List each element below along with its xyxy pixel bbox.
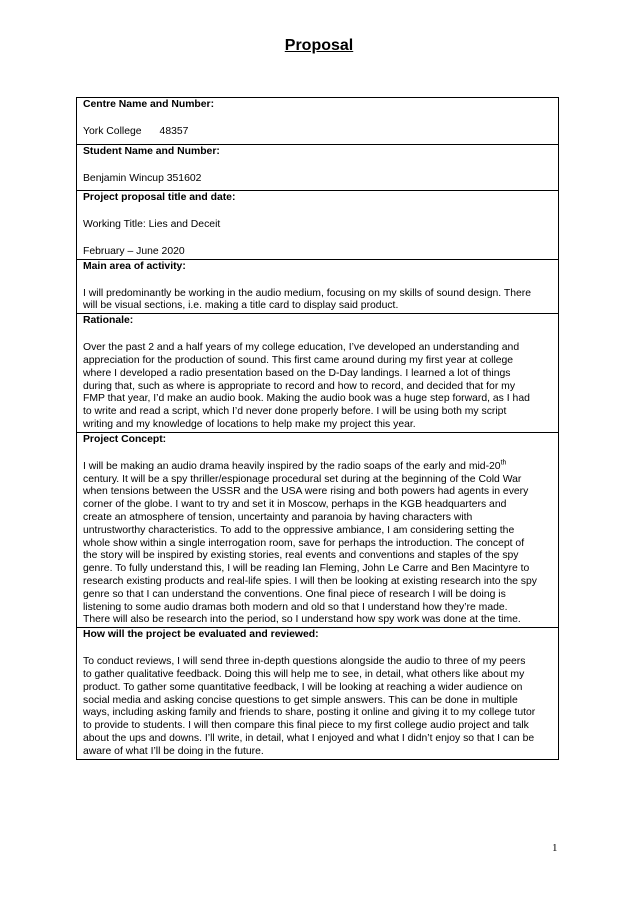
concept-first-line: I will be making an audio drama heavily inspired by the radio soaps of the early and mid-20 (83, 460, 501, 472)
rationale-heading: Rationale: (83, 315, 134, 327)
text-line: ways, including asking family and friends to share, posting it online and giving it to my college tutor (83, 707, 536, 719)
student-value: Benjamin Wincup 351602 (83, 173, 202, 184)
rationale-text (83, 342, 552, 432)
activity-cell (77, 259, 559, 314)
text-line: during that, such as where is appropriate to record and how to record, and decided that for my (83, 380, 516, 392)
centre-number: 48357 (159, 126, 189, 137)
activity-text (83, 288, 552, 314)
document-title: Proposal (284, 37, 354, 54)
text-line: century. It will be a spy thriller/espionage procedural set during at the beginning of the Cold War (83, 473, 522, 485)
text-line: whole show within a single interrogation room, save for perhaps the introduction. The concept of (83, 537, 525, 549)
concept-cell (77, 432, 559, 627)
text-line: untrustworthy characteristics. To add to the oppressive ambiance, I am considering setting the (83, 524, 515, 536)
evaluation-cell (77, 628, 559, 759)
project-title-section (77, 191, 559, 260)
activity-heading: Main area of activity: (83, 260, 186, 272)
text-line: research existing products and real-life spies. I will then be looking at existing research into the spy (83, 575, 537, 587)
project-title-heading: Project proposal title and date: (83, 192, 236, 203)
centre-section (77, 98, 559, 145)
text-line: appreciation for the production of sound. This first came around during my first year at college (83, 354, 514, 366)
rationale-section (77, 314, 559, 433)
text-line: There will also be research into the period, so I understand how spy work was done at the time. (83, 614, 521, 626)
student-cell (77, 145, 559, 191)
text-line: to write and read a script, which I’d never done properly before. I will be using both my script (83, 406, 507, 418)
text-line: Over the past 2 and a half years of my college education, I’ve developed an understanding and (83, 342, 520, 354)
centre-heading: Centre Name and Number: (83, 99, 215, 110)
text-line: where I developed a radio presentation based on the D-Day landings. I learned a lot of things (83, 367, 511, 379)
project-title-cell (77, 191, 559, 260)
proposal-table (76, 97, 559, 760)
project-dates: February – June 2020 (83, 245, 185, 257)
student-heading: Student Name and Number: (83, 146, 220, 157)
text-line: product. To gather some quantitative feedback, I will be looking at reaching a wider audience on (83, 681, 523, 693)
centre-name: York College (83, 126, 142, 137)
text-line: genre so that I can understand the conventions. One final piece of research I will be doing is (83, 588, 506, 600)
text-line: listening to some audio dramas both modern and old so that I understand how they’re made. (83, 601, 508, 613)
text-line: corner of the globe. I want to try and set it in Moscow, perhaps in the KGB headquarters and (83, 499, 507, 511)
student-section (77, 145, 559, 191)
rationale-cell (77, 314, 559, 433)
evaluation-section (77, 628, 559, 759)
text-line: when tensions between the USSR and the USA were rising and both powers had agents in every (83, 486, 529, 498)
page-number: 1 (552, 842, 558, 854)
activity-section (77, 259, 559, 314)
text-line: create an atmosphere of tension, uncertainty and paranoia by having characters with (83, 511, 473, 523)
working-title: Working Title: Lies and Deceit (83, 219, 221, 230)
centre-value (83, 126, 552, 139)
text-line: FMP that year, I’d make an audio book. Making the audio book was a huge step forward, as I had (83, 393, 530, 405)
text-line: to gather qualitative feedback. Doing this will help me to see, in detail, what others like about my (83, 668, 525, 680)
ordinal-suffix: th (500, 459, 507, 467)
text-line: genre. To fully understand this, I will be reading Ian Fleming, John Le Carre and Ben Macintyre to (83, 563, 530, 575)
text-line: writing and my knowledge of locations to help make my project this year. (83, 418, 416, 430)
concept-heading: Project Concept: (83, 433, 167, 445)
evaluation-text (83, 656, 552, 758)
text-line: I will predominantly be working in the audio medium, focusing on my skills of sound design. There (83, 287, 531, 299)
centre-cell (77, 98, 559, 145)
text-line: To conduct reviews, I will send three in-depth questions alongside the audio to three of my peers (83, 656, 526, 668)
concept-text (83, 461, 552, 627)
evaluation-heading: How will the project be evaluated and reviewed: (83, 629, 319, 641)
concept-section (77, 432, 559, 627)
text-line: social media and asking concise questions to get simple answers. This can be done in multiple (83, 694, 518, 706)
text-line: about the ups and downs. I’ll write, in detail, what I enjoyed and what I didn’t enjoy so that I can be (83, 732, 535, 744)
text-line (83, 461, 552, 474)
text-line: to provide to students. I will then compare this final piece to my first college audio project and talk (83, 720, 529, 732)
text-line: aware of what I’ll be doing in the future. (83, 745, 264, 757)
text-line: will be visual sections, i.e. making a title card to display said product. (83, 300, 399, 312)
text-line: the story will be inspired by existing stories, real events and conventions and staples of the spy (83, 550, 519, 562)
